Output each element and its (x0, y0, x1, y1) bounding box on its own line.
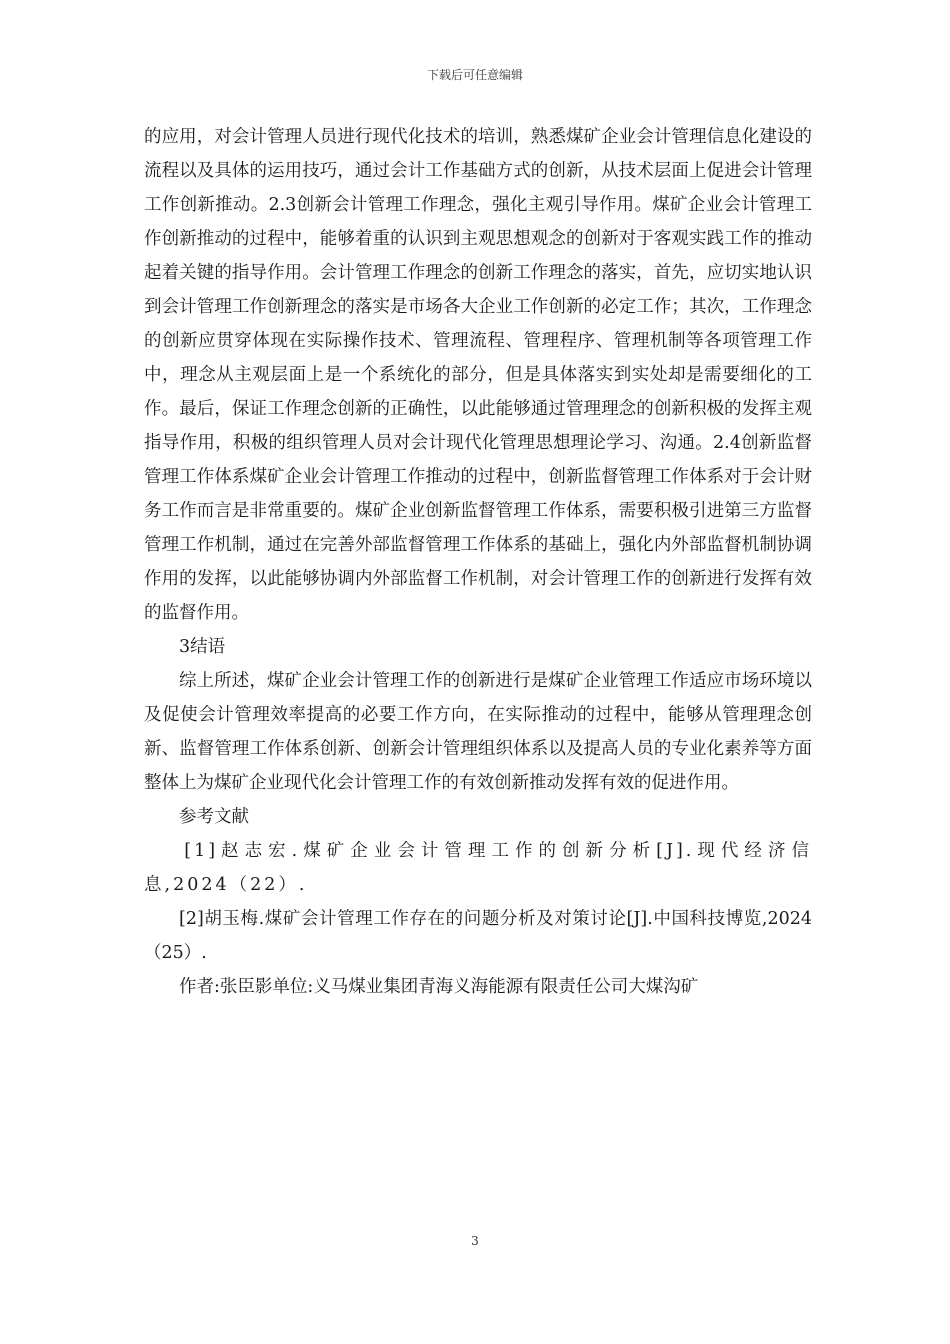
document-body (144, 120, 812, 1004)
page-number: 3 (471, 1234, 479, 1248)
references-heading: 参考文献 (179, 807, 249, 827)
page-header: 下载后可任意编辑 (426, 68, 523, 82)
reference-item-1: [1]赵志宏.煤矿企业会计管理工作的创新分析[J].现代经济信息,2024（22）. (144, 841, 812, 895)
body-paragraph: 的应用，对会计管理人员进行现代化技术的培训，熟悉煤矿企业会计管理信息化建设的流程以及具体的运用技巧，通过会计工作基础方式的创新，从技术层面上促进会计管理工作创新推动。2.3创新会计管理工作理念，强化主观引导作用。煤矿企业会计管理工作创新推动的过程中，能够着重的认识到主观思想观念的创新对于客观实践工作的推动起着关键的指导作用。会计管理工作理念的创新工作理念的落实，首先，应切实地认识到会计管理工作创新理念的落实是市场各大企业工作创新的必定工作；其次，工作理念的创新应贯穿体现在实际操作技术、管理流程、管理程序、管理机制等各项管理工作中，理念从主观层面上是一个系统化的部分，但是具体落实到实处却是需要细化的工作。最后，保证工作理念创新的正确性，以此能够通过管理理念的创新积极的发挥主观指导作用，积极的组织管理人员对会计现代化管理思想理论学习、沟通。2.4创新监督管理工作体系煤矿企业会计管理工作推动的过程中，创新监督管理工作体系对于会计财务工作而言是非常重要的。煤矿企业创新监督管理工作体系，需要积极引进第三方监督管理工作机制，通过在完善外部监督管理工作体系的基础上，强化内外部监督机制协调作用的发挥，以此能够协调内外部监督工作机制，对会计管理工作的创新进行发挥有效的监督作用。 (144, 127, 812, 623)
section-heading: 3结语 (179, 637, 226, 657)
reference-item-2: [2]胡玉梅.煤矿会计管理工作存在的问题分析及对策讨论[J].中国科技博览,2024（25）. (144, 909, 812, 963)
conclusion-paragraph: 综上所述，煤矿企业会计管理工作的创新进行是煤矿企业管理工作适应市场环境以及促使会计管理效率提高的必要工作方向，在实际推动的过程中，能够从管理理念创新、监督管理工作体系创新、创新会计管理组织体系以及提高人员的专业化素养等方面整体上为煤矿企业现代化会计管理工作的有效创新推动发挥有效的促进作用。 (144, 671, 812, 793)
author-line: 作者:张臣影单位:义马煤业集团青海义海能源有限责任公司大煤沟矿 (179, 977, 699, 997)
